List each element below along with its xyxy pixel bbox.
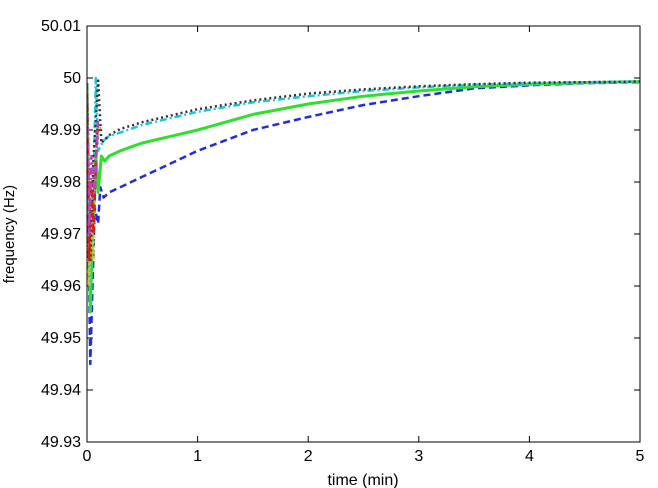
series-line-3 bbox=[87, 78, 640, 286]
x-tick-label: 4 bbox=[524, 448, 534, 465]
series-line-1 bbox=[87, 82, 640, 364]
y-tick-label: 49.99 bbox=[40, 122, 81, 139]
y-tick-label: 49.95 bbox=[40, 330, 81, 347]
y-axis-label: frequency (Hz) bbox=[1, 184, 18, 284]
x-tick-label: 2 bbox=[303, 448, 313, 465]
axis-ticks bbox=[87, 26, 640, 442]
plot-frame bbox=[87, 26, 640, 442]
y-tick-label: 50 bbox=[63, 70, 81, 87]
x-tick-label: 1 bbox=[193, 448, 203, 465]
x-tick-label: 0 bbox=[82, 448, 92, 465]
y-tick-label: 49.93 bbox=[40, 434, 81, 451]
plot-lines bbox=[87, 78, 640, 364]
y-tick-label: 49.94 bbox=[40, 382, 81, 399]
y-tick-label: 49.96 bbox=[40, 278, 81, 295]
x-axis-label: time (min) bbox=[327, 472, 399, 488]
y-tick-label: 49.98 bbox=[40, 174, 81, 191]
x-tick-label: 5 bbox=[635, 448, 645, 465]
x-tick-label: 3 bbox=[414, 448, 424, 465]
y-tick-label: 49.97 bbox=[40, 226, 81, 243]
tick-labels bbox=[41, 18, 645, 465]
series-line-4 bbox=[87, 81, 640, 260]
series-line-2 bbox=[87, 82, 640, 312]
y-tick-label: 50.01 bbox=[40, 18, 81, 35]
